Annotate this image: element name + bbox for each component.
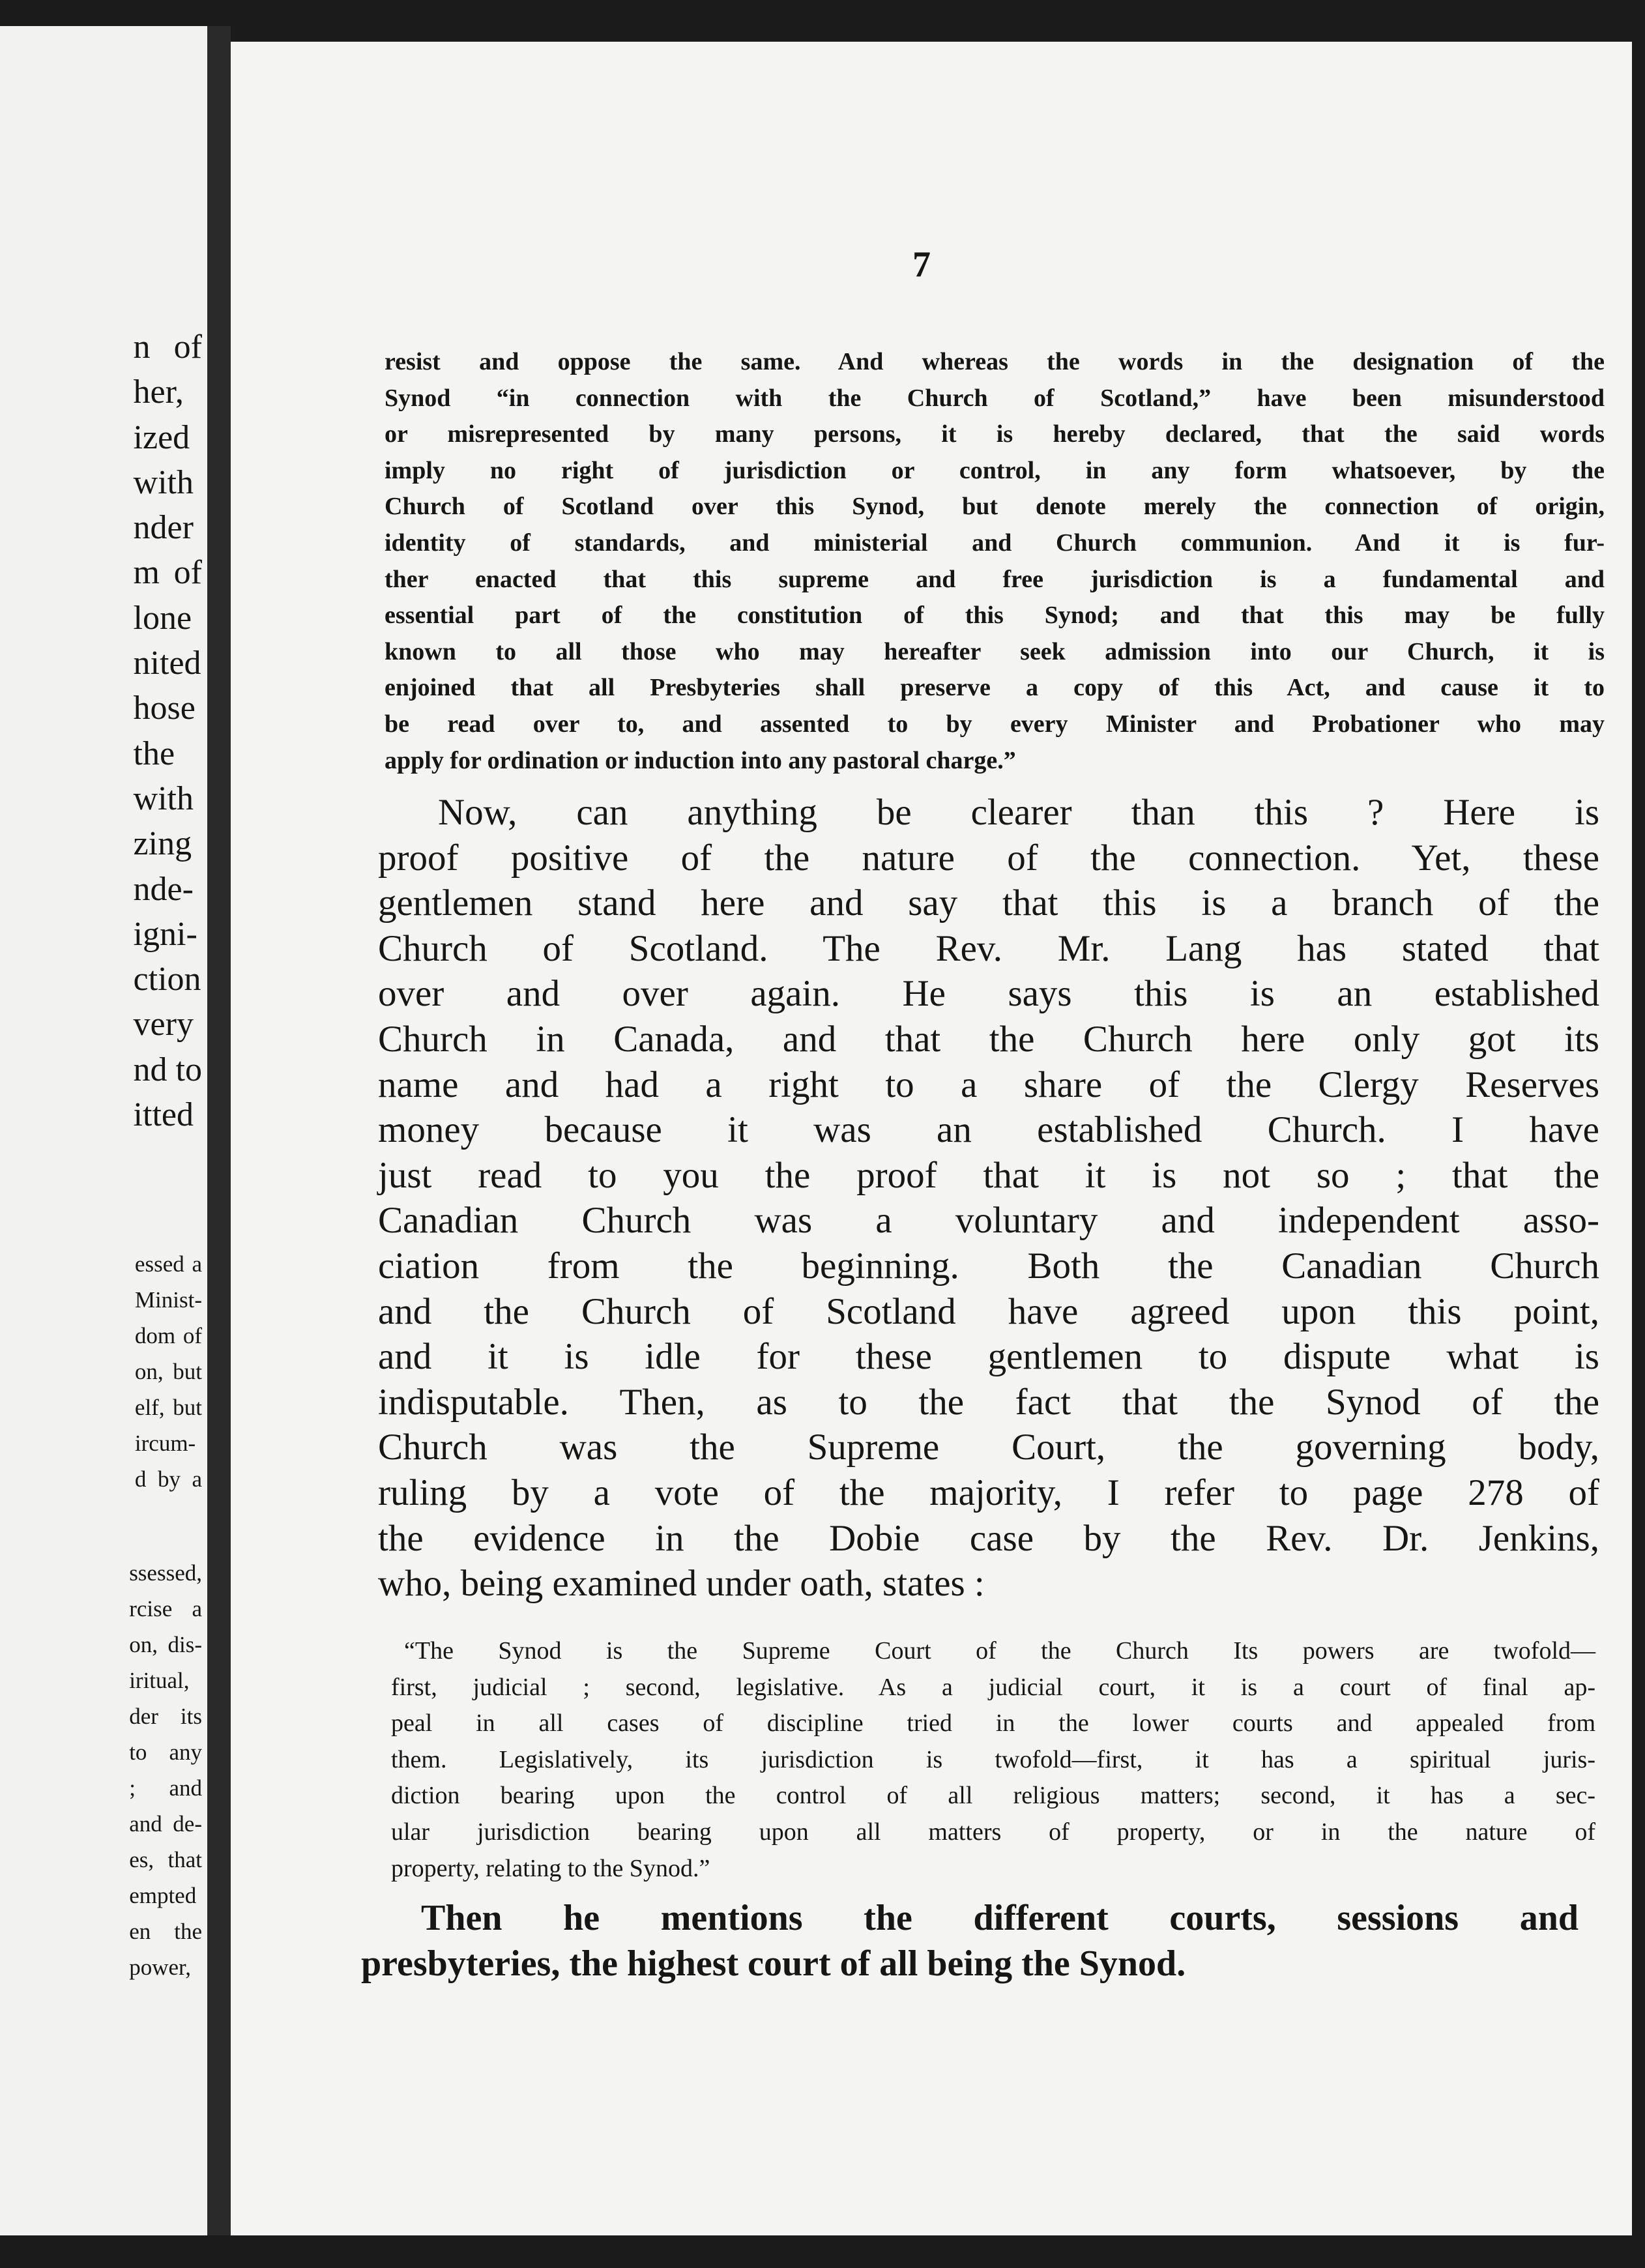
facing-line: der its bbox=[129, 1704, 202, 1729]
body-line: ruling by a vote of the majority, I refer to page 278 of bbox=[378, 1472, 1599, 1513]
body-line: gentlemen stand here and say that this is a branch of the bbox=[378, 882, 1599, 924]
body-paragraph-1 bbox=[378, 790, 1599, 1606]
facing-line: nd to bbox=[133, 1051, 202, 1088]
body-line: and the Church of Scotland have agreed upon this point, bbox=[378, 1290, 1599, 1332]
facing-line: hose bbox=[133, 690, 196, 727]
facing-line: igni- bbox=[133, 915, 197, 953]
body-paragraph-2 bbox=[361, 1895, 1579, 1986]
facing-line: en the bbox=[129, 1919, 202, 1944]
facing-line: with bbox=[133, 779, 194, 817]
facing-line: Minist- bbox=[134, 1287, 202, 1313]
body-line: proof positive of the nature of the connection. Yet, these bbox=[378, 837, 1599, 879]
body-line: Now, can anything be clearer than this ? Here is bbox=[438, 792, 1599, 833]
facing-line: the bbox=[133, 734, 175, 772]
facing-line: elf, but bbox=[134, 1395, 202, 1420]
body-line: name and had a right to a share of the Clergy Reserves bbox=[378, 1064, 1599, 1105]
quote-line: be read over to, and assented to by every Minister and Probationer who may bbox=[385, 710, 1605, 738]
body-line: Then he mentions the different courts, sessions and bbox=[421, 1898, 1579, 1938]
jenkins-quotation bbox=[391, 1633, 1595, 1887]
body-line: ciation from the beginning. Both the Canadian Church bbox=[378, 1245, 1599, 1287]
page-number: 7 bbox=[912, 244, 931, 285]
quote-line: property, relating to the Synod.” bbox=[391, 1854, 710, 1882]
body-line: Church was the Supreme Court, the governing body, bbox=[378, 1427, 1599, 1468]
quote-line: ther enacted that this supreme and free jurisdiction is a fundamental and bbox=[385, 565, 1605, 593]
facing-line: d by a bbox=[134, 1466, 202, 1492]
quote-line: known to all those who may hereafter seek admission into our Church, it is bbox=[385, 637, 1605, 665]
quote-line: resist and oppose the same. And whereas the words in the designation of the bbox=[385, 348, 1605, 375]
body-line: and it is idle for these gentlemen to dispute what is bbox=[378, 1336, 1599, 1378]
quote-line: apply for ordination or induction into any pastoral charge.” bbox=[385, 746, 1016, 774]
facing-line: nde- bbox=[133, 870, 194, 908]
quote-line: enjoined that all Presbyteries shall preserve a copy of this Act, and cause it to bbox=[385, 674, 1605, 702]
facing-line: ; and bbox=[129, 1775, 202, 1801]
quote-line: them. Legislatively, its jurisdiction is twofold—first, it has a spiritual juris- bbox=[391, 1745, 1595, 1773]
facing-line: ction bbox=[133, 961, 201, 998]
facing-line: zing bbox=[133, 825, 192, 863]
facing-line: with bbox=[133, 463, 194, 501]
facing-line: to any bbox=[129, 1739, 202, 1765]
act-quotation bbox=[385, 344, 1605, 779]
facing-page-fragment bbox=[0, 26, 215, 2235]
quote-line: Synod “in connection with the Church of Scotland,” have been misunderstood bbox=[385, 384, 1605, 412]
facing-line: iritual, bbox=[129, 1668, 190, 1693]
facing-page-large-text bbox=[134, 325, 202, 1137]
body-line: Church in Canada, and that the Church here only got its bbox=[378, 1018, 1599, 1060]
quote-line: or misrepresented by many persons, it is hereby declared, that the said words bbox=[385, 420, 1605, 448]
facing-page-small-text-1 bbox=[135, 1246, 202, 1497]
facing-line: dom of bbox=[134, 1323, 202, 1348]
body-line: indisputable. Then, as to the fact that the Synod of the bbox=[378, 1381, 1599, 1423]
body-line: just read to you the proof that it is not so ; that the bbox=[378, 1154, 1599, 1196]
quote-line: identity of standards, and ministerial and Church communion. And it is fur- bbox=[385, 529, 1605, 557]
facing-line: ircum- bbox=[134, 1431, 196, 1456]
quote-line: Church of Scotland over this Synod, but denote merely the connection of origin, bbox=[385, 493, 1605, 521]
body-line: over and over again. He says this is an established bbox=[378, 973, 1599, 1015]
facing-page-small-text-2 bbox=[129, 1555, 202, 1985]
facing-line: essed a bbox=[134, 1251, 202, 1277]
body-line: the evidence in the Dobie case by the Rev. Dr. Jenkins, bbox=[378, 1517, 1599, 1559]
facing-line: rcise a bbox=[129, 1596, 202, 1621]
quote-line: ular jurisdiction bearing upon all matters of property, or in the nature of bbox=[391, 1818, 1595, 1846]
facing-line: nder bbox=[133, 509, 194, 547]
facing-line: ized bbox=[133, 418, 190, 456]
facing-line: on, but bbox=[134, 1359, 202, 1384]
body-line: money because it was an established Church. I have bbox=[378, 1109, 1599, 1151]
facing-line: itted bbox=[133, 1096, 194, 1134]
facing-line: her, bbox=[133, 373, 184, 411]
quote-line: peal in all cases of discipline tried in the lower courts and appealed from bbox=[391, 1709, 1595, 1737]
quote-line: first, judicial ; second, legislative. As a judicial court, it is a court of final ap- bbox=[391, 1673, 1595, 1701]
body-line: who, being examined under oath, states : bbox=[378, 1563, 985, 1605]
facing-line: es, that bbox=[129, 1847, 202, 1872]
facing-line: and de- bbox=[129, 1811, 202, 1837]
facing-line: ssessed, bbox=[129, 1560, 202, 1586]
body-line: presbyteries, the highest court of all being the Synod. bbox=[361, 1943, 1186, 1984]
facing-line: very bbox=[133, 1006, 194, 1043]
quote-line: imply no right of jurisdiction or control, in any form whatsoever, by the bbox=[385, 456, 1605, 484]
body-line: Church of Scotland. The Rev. Mr. Lang has stated that bbox=[378, 927, 1599, 969]
page bbox=[231, 42, 1632, 2235]
body-line: Canadian Church was a voluntary and independent asso- bbox=[378, 1200, 1599, 1242]
facing-line: lone bbox=[133, 599, 192, 637]
facing-line: m of bbox=[133, 554, 202, 592]
book-binding-gutter bbox=[207, 26, 231, 2235]
facing-line: n of bbox=[133, 328, 202, 366]
quote-line: essential part of the constitution of this Synod; and that this may be fully bbox=[385, 602, 1605, 630]
facing-line: power, bbox=[129, 1955, 192, 1980]
facing-line: on, dis- bbox=[129, 1632, 202, 1657]
quote-line: diction bearing upon the control of all religious matters; second, it has a sec- bbox=[391, 1782, 1595, 1810]
facing-line: nited bbox=[133, 645, 201, 682]
facing-line: empted bbox=[129, 1883, 197, 1908]
quote-line: “The Synod is the Supreme Court of the Church Its powers are twofold— bbox=[404, 1637, 1595, 1665]
